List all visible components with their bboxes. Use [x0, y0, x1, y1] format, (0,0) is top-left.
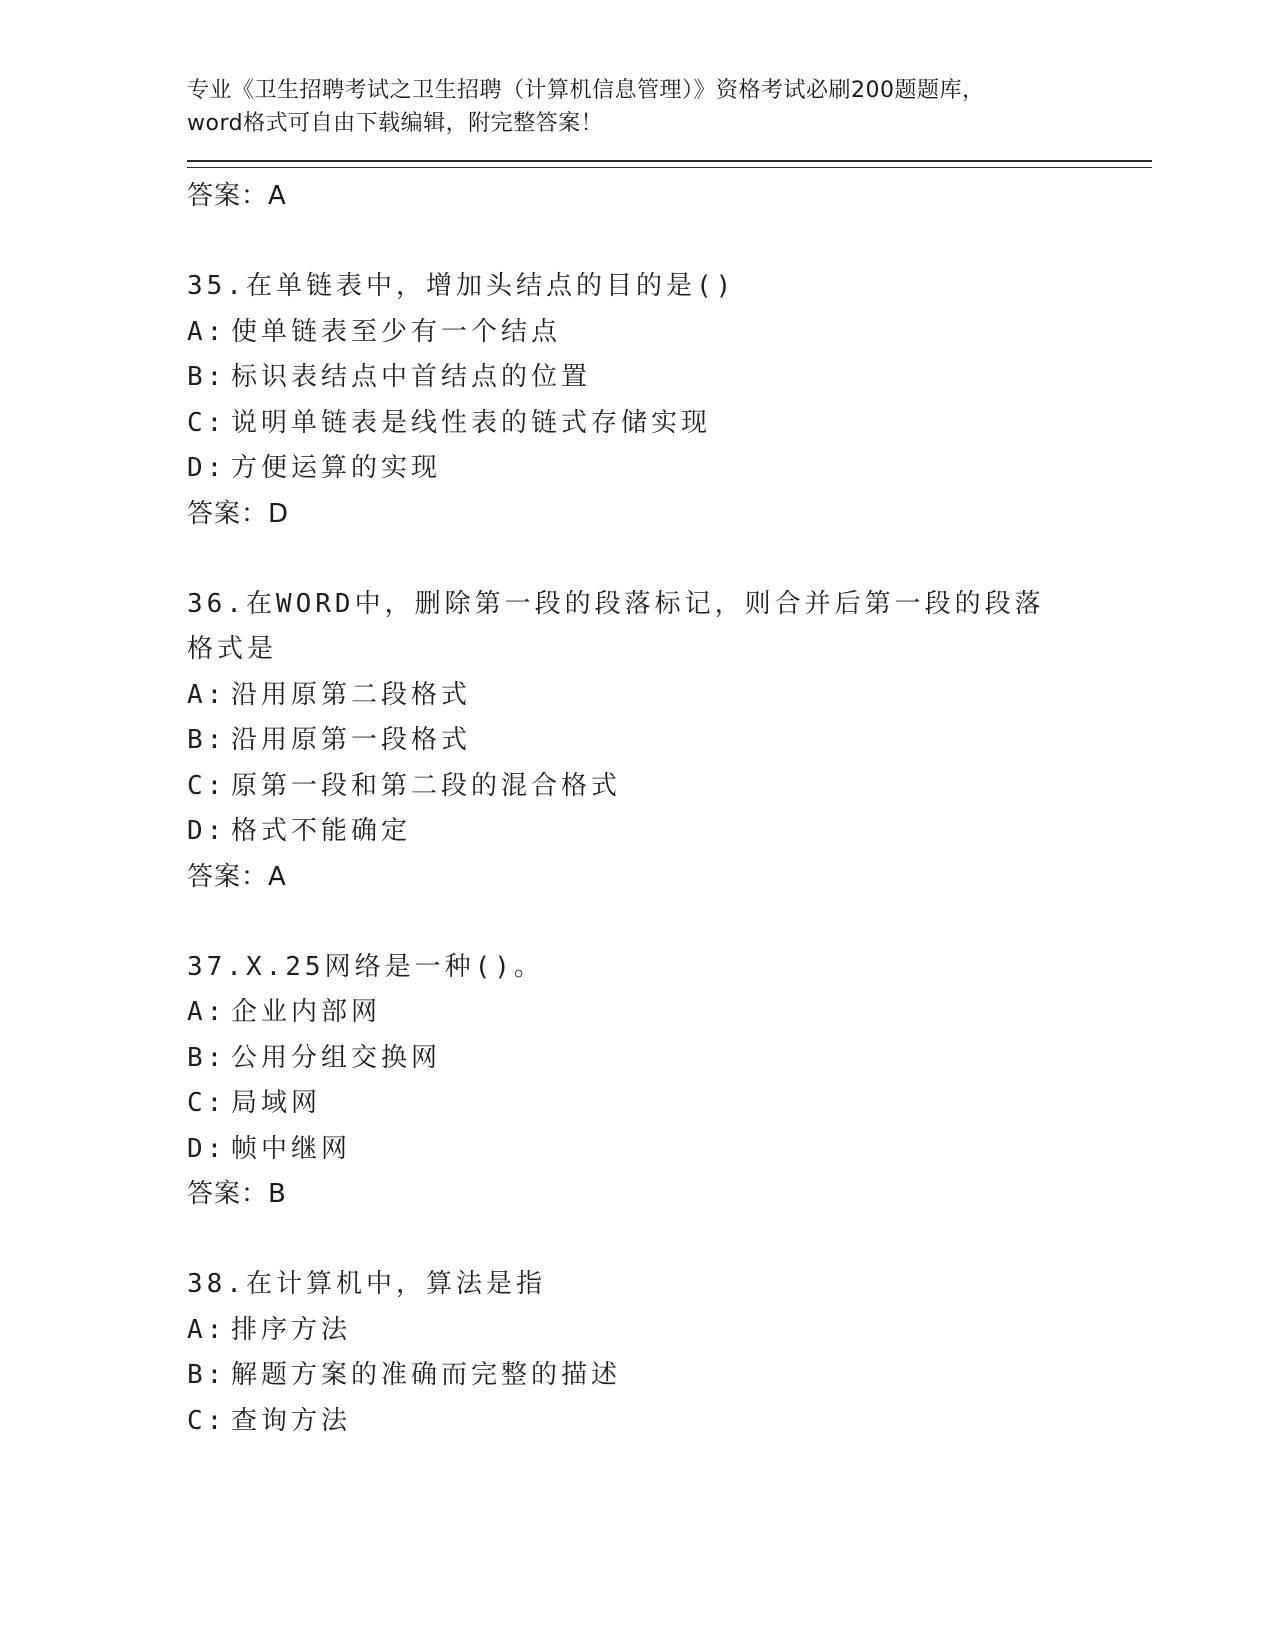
- option-text: 局域网: [231, 1088, 322, 1118]
- option-text: 使单链表至少有一个结点: [231, 316, 562, 347]
- option-label: B:: [187, 1042, 227, 1073]
- option-c: [187, 1081, 1152, 1127]
- document-page: [187, 74, 1152, 1444]
- option-c: [187, 764, 1152, 810]
- option-a: [187, 990, 1152, 1036]
- option-text: 方便运算的实现: [231, 453, 442, 483]
- option-b: [187, 1353, 1152, 1399]
- document-title-line-1: 专业《卫生招聘考试之卫生招聘（计算机信息管理）》资格考试必刷200题题库，: [187, 78, 985, 103]
- option-label: B:: [187, 725, 227, 755]
- document-title-line-2: word格式可自由下载编辑，附完整答案！: [187, 111, 604, 136]
- option-label: A:: [187, 316, 227, 347]
- answer-line: 答案：D: [187, 498, 290, 529]
- option-a: [187, 673, 1152, 719]
- option-label: D:: [187, 453, 227, 483]
- option-d: [187, 1127, 1152, 1173]
- option-b: [187, 1036, 1152, 1082]
- previous-answer: 答案：A: [187, 181, 287, 211]
- option-label: A:: [187, 679, 227, 710]
- option-b: [187, 718, 1152, 764]
- question-stem: 37.X.25网络是一种()。: [187, 951, 544, 982]
- option-label: C:: [187, 1405, 227, 1436]
- option-c: [187, 1399, 1152, 1445]
- option-a: [187, 310, 1152, 356]
- question-36: [187, 582, 1152, 899]
- option-label: B:: [187, 362, 227, 392]
- answer-line: 答案：A: [187, 861, 287, 892]
- option-b: [187, 355, 1152, 401]
- option-text: 标识表结点中首结点的位置: [231, 362, 592, 392]
- option-label: D:: [187, 1133, 227, 1164]
- option-text: 沿用原第二段格式: [231, 679, 472, 710]
- option-label: C:: [187, 1088, 227, 1118]
- question-35: [187, 264, 1152, 536]
- question-stem: 38.在计算机中，算法是指: [187, 1269, 546, 1299]
- option-label: A:: [187, 1314, 227, 1345]
- option-text: 原第一段和第二段的混合格式: [231, 770, 622, 801]
- option-d: [187, 446, 1152, 492]
- option-text: 公用分组交换网: [231, 1042, 442, 1073]
- question-38: [187, 1262, 1152, 1444]
- option-label: B:: [187, 1360, 227, 1390]
- option-text: 排序方法: [231, 1314, 352, 1345]
- header-divider: [187, 160, 1152, 168]
- option-text: 企业内部网: [231, 997, 382, 1027]
- question-37: [187, 945, 1152, 1217]
- option-text: 格式不能确定: [231, 816, 412, 846]
- option-text: 沿用原第一段格式: [231, 725, 472, 755]
- answer-line: 答案：B: [187, 1179, 287, 1209]
- option-label: C:: [187, 407, 227, 438]
- option-d: [187, 809, 1152, 855]
- option-text: 说明单链表是线性表的链式存储实现: [231, 407, 712, 438]
- option-label: C:: [187, 770, 227, 801]
- question-stem: 36.在WORD中，删除第一段的段落标记，则合并后第一段的段落格式是: [187, 588, 1045, 664]
- option-label: A:: [187, 997, 227, 1027]
- option-c: [187, 401, 1152, 447]
- question-stem: 35.在单链表中，增加头结点的目的是(): [187, 271, 736, 301]
- option-label: D:: [187, 816, 227, 846]
- option-a: [187, 1308, 1152, 1354]
- option-text: 解题方案的准确而完整的描述: [231, 1360, 622, 1390]
- option-text: 查询方法: [231, 1405, 352, 1436]
- option-text: 帧中继网: [231, 1133, 352, 1164]
